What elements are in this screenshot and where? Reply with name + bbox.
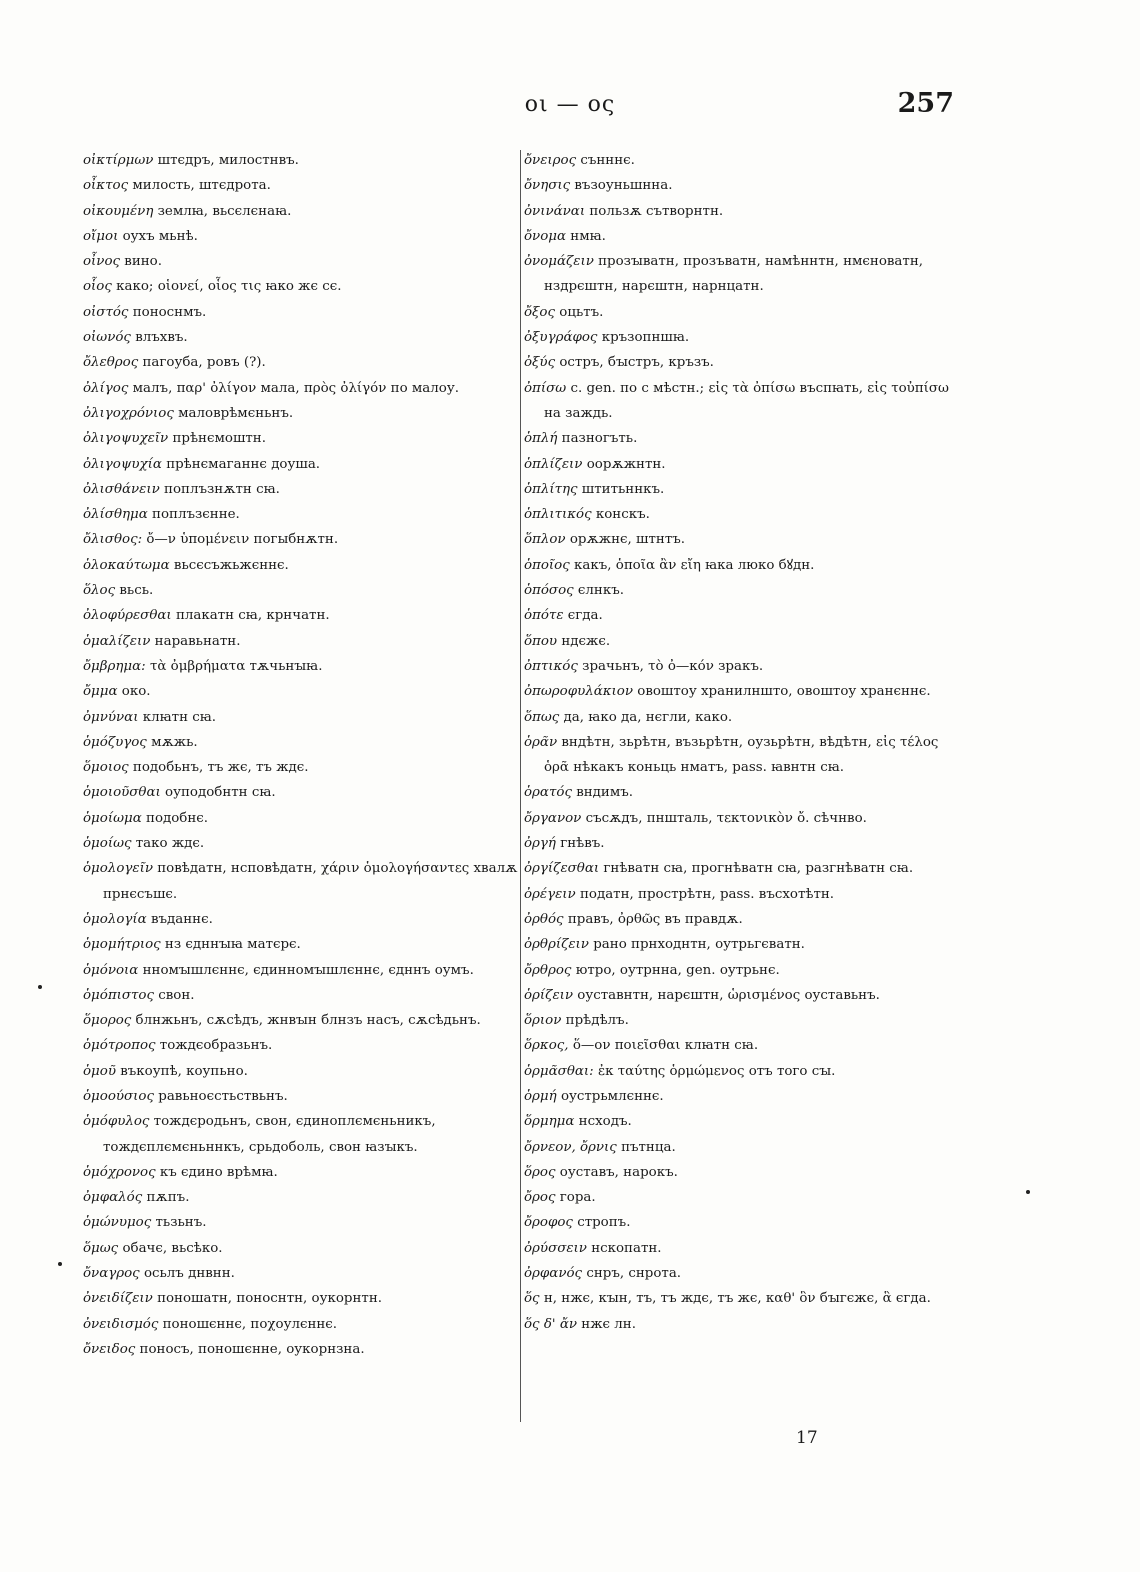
dictionary-entry bbox=[524, 730, 958, 781]
headword: ὅλος bbox=[83, 583, 116, 599]
definition: пътнца. bbox=[621, 1139, 676, 1155]
dictionary-entry bbox=[83, 958, 519, 983]
headword: ὁμόνοια bbox=[83, 962, 139, 978]
dictionary-entry bbox=[83, 173, 519, 198]
dictionary-entry bbox=[524, 1286, 958, 1311]
definition: гнѣватн сꙗ, прогнѣватн сꙗ, разгнѣватн сꙗ. bbox=[603, 861, 914, 877]
headword: ὁρίζειν bbox=[524, 987, 574, 1003]
headword: ὁμόζυγος bbox=[83, 734, 147, 750]
definition: оцьтъ. bbox=[559, 304, 604, 320]
definition: тьзьнъ. bbox=[155, 1215, 207, 1231]
dictionary-entry bbox=[524, 1059, 958, 1084]
headword: ὀργή bbox=[524, 836, 556, 852]
definition: поношатн, поноснтн, оукорнтн. bbox=[157, 1291, 383, 1307]
definition: мѫжь. bbox=[151, 734, 198, 750]
left-column bbox=[83, 148, 519, 1362]
dictionary-entry bbox=[83, 1160, 519, 1185]
headword: ὀνινάναι bbox=[524, 203, 586, 219]
headword: ὅρος bbox=[524, 1164, 556, 1180]
headword: ὁρμᾶσθαι: bbox=[524, 1063, 594, 1079]
definition: овоштоу хранилншто, овоштоу хранєннє. bbox=[637, 684, 931, 700]
definition: ὅ—ον ποιεῖσθαι клꙗтн сꙗ. bbox=[572, 1038, 759, 1054]
definition: ἐκ ταύτης ὁρμώμενος отъ того сꙑ. bbox=[597, 1063, 836, 1079]
definition: поплъзнѫтн сꙗ. bbox=[164, 481, 280, 497]
dictionary-entry bbox=[524, 856, 958, 881]
dictionary-entry bbox=[524, 249, 958, 300]
headword: οἰστός bbox=[83, 304, 129, 320]
definition: осьлъ днвнн. bbox=[143, 1266, 235, 1282]
headword: ὅμως bbox=[83, 1240, 119, 1256]
dictionary-entry bbox=[524, 350, 958, 375]
definition: да, ꙗко да, нєгли, како. bbox=[563, 709, 733, 725]
headword: ὀργίζεσθαι bbox=[524, 861, 600, 877]
definition: ὄ—ν ὑπομένειν погыбнѫтн. bbox=[146, 532, 339, 548]
headword: ὀνειδισμός bbox=[83, 1316, 159, 1332]
headword: ὁρᾶν bbox=[524, 734, 558, 750]
dictionary-entry bbox=[83, 502, 519, 527]
headword: ὄλισθος: bbox=[83, 532, 143, 548]
headword: ὀπωροφυλάκιον bbox=[524, 684, 633, 700]
definition: равьноєстьствьнъ. bbox=[158, 1088, 288, 1104]
headword: ὁμότροπος bbox=[83, 1038, 156, 1054]
definition: поплъзєнне. bbox=[152, 507, 240, 523]
headword: ὁλοκαύτωμα bbox=[83, 557, 170, 573]
dictionary-entry bbox=[524, 983, 958, 1008]
definition: кръзопншꙗ. bbox=[601, 330, 690, 346]
definition: тако ждє. bbox=[135, 836, 205, 852]
dictionary-entry bbox=[83, 705, 519, 730]
dictionary-entry bbox=[524, 1236, 958, 1261]
definition: прѣнємаганнє доуша. bbox=[166, 456, 321, 472]
headword: ὅριον bbox=[524, 1013, 562, 1029]
definition: съсѫдъ, пншталь, τεκτονικὸν ὄ. сѣчнво. bbox=[585, 810, 867, 826]
headword: ὁπόσος bbox=[524, 583, 574, 599]
definition: остръ, бꙑстръ, кръзъ. bbox=[559, 355, 714, 371]
dictionary-entry bbox=[83, 1033, 519, 1058]
definition: поноснмъ. bbox=[132, 304, 207, 320]
dictionary-entry bbox=[83, 1059, 519, 1084]
definition: прозꙑватн, прозъватн, намѣннтн, нмєноватн, нздрєштн, нарєштн, нарнцатн. bbox=[544, 254, 924, 295]
dictionary-entry bbox=[524, 502, 958, 527]
dictionary-entry bbox=[524, 1312, 958, 1337]
headword: ὁπλίτης bbox=[524, 481, 578, 497]
headword: ὄργανον bbox=[524, 810, 582, 826]
definition: податн, прострѣтн, pass. въсхотѣтн. bbox=[579, 886, 835, 902]
dictionary-entry bbox=[83, 907, 519, 932]
headword: ὀλίγος bbox=[83, 380, 129, 396]
headword: ὀξύς bbox=[524, 355, 556, 371]
dictionary-entry bbox=[83, 477, 519, 502]
dictionary-entry bbox=[83, 148, 519, 173]
dictionary-entry bbox=[524, 654, 958, 679]
headword: ὀρέγειν bbox=[524, 886, 576, 902]
signature-mark: 17 bbox=[796, 1428, 818, 1448]
headword: ὀμφαλός bbox=[83, 1190, 143, 1206]
dictionary-entry bbox=[83, 1210, 519, 1235]
headword: ὄρνεον, ὄρνις bbox=[524, 1139, 617, 1155]
headword: ὅς δ' ἄν bbox=[524, 1316, 578, 1332]
dictionary-entry bbox=[524, 705, 958, 730]
dictionary-entry bbox=[83, 1261, 519, 1286]
headword: ὀλιγοχρόνιος bbox=[83, 405, 174, 421]
dictionary-entry bbox=[524, 1210, 958, 1235]
dictionary-entry bbox=[524, 679, 958, 704]
headword: ὀρθός bbox=[524, 911, 564, 927]
page-header bbox=[0, 88, 1140, 124]
definition: малъ, παρ' ὀλίγον мала, πρὸς ὀλίγόν по малоу. bbox=[132, 380, 459, 396]
dictionary-entry bbox=[83, 856, 519, 907]
headword: ὀρύσσειν bbox=[524, 1240, 587, 1256]
dictionary-entry bbox=[524, 1084, 958, 1109]
dictionary-entry bbox=[524, 300, 958, 325]
headword: ὀλοφύρεσθαι bbox=[83, 608, 172, 624]
headword: οἷος bbox=[83, 279, 112, 295]
dictionary-entry bbox=[83, 1084, 519, 1109]
headword: ὀνειδίζειν bbox=[83, 1291, 153, 1307]
dictionary-entry bbox=[83, 1286, 519, 1311]
definition: вьсь. bbox=[119, 583, 154, 599]
dictionary-entry bbox=[83, 806, 519, 831]
definition: пѫпъ. bbox=[146, 1190, 190, 1206]
definition: нз єдннꙑꙗ матєрє. bbox=[164, 937, 301, 953]
dictionary-entry bbox=[83, 679, 519, 704]
dictionary-entry bbox=[524, 932, 958, 957]
definition: поносъ, поношєнне, оукорнзна. bbox=[139, 1341, 365, 1357]
dictionary-entry bbox=[524, 426, 958, 451]
dictionary-entry bbox=[524, 1033, 958, 1058]
page-number: 257 bbox=[897, 88, 954, 119]
definition: въкоупѣ, коупьно. bbox=[120, 1063, 248, 1079]
dictionary-entry bbox=[83, 300, 519, 325]
dictionary-entry bbox=[524, 1160, 958, 1185]
definition: вндѣтн, зьрѣтн, възьрѣтн, оузьрѣтн, вѣдѣтн, εἰς τέλος ὁρᾶ нѣкакъ коньць нматъ, pass. ꙗвнтн сꙗ. bbox=[544, 734, 939, 776]
dictionary-entry bbox=[83, 426, 519, 451]
dictionary-entry bbox=[524, 376, 958, 427]
definition: снръ, снрота. bbox=[586, 1266, 682, 1282]
definition: c. gen. по с мѣстн.; εἰς τὰ ὀπίσω въспꙗть, εἰς τοὐπίσω на заждь. bbox=[544, 380, 949, 421]
dictionary-entry bbox=[83, 1185, 519, 1210]
headword: ὁμολογία bbox=[83, 911, 147, 927]
headword: ὀμνύναι bbox=[83, 709, 139, 725]
definition: прѣнємоштн. bbox=[172, 431, 266, 447]
definition: ютро, оутрнна, gen. оутрьнє. bbox=[575, 962, 780, 978]
dictionary-entry bbox=[83, 401, 519, 426]
headword: ὁμομήτριος bbox=[83, 937, 161, 953]
dictionary-entry bbox=[524, 477, 958, 502]
definition: маловрѣмєньнъ. bbox=[178, 405, 294, 421]
headword: ὁμοίως bbox=[83, 836, 132, 852]
dictionary-entry bbox=[83, 603, 519, 628]
headword: ὅρκος, bbox=[524, 1038, 569, 1054]
definition: гнѣвъ. bbox=[560, 836, 605, 852]
definition: какъ, ὁποῖα ἂν εἴη ꙗка люко бꙋдн. bbox=[574, 557, 815, 573]
headword: ὄνομα bbox=[524, 228, 567, 244]
headword: ὁμαλίζειν bbox=[83, 633, 151, 649]
definition: штитьннкъ. bbox=[581, 481, 665, 497]
definition: стропъ. bbox=[577, 1215, 631, 1231]
definition: зрачьнъ, τὸ ὀ—κόν зракъ. bbox=[582, 658, 764, 674]
print-speck bbox=[38, 985, 42, 989]
dictionary-entry bbox=[83, 831, 519, 856]
dictionary-entry bbox=[83, 780, 519, 805]
headword: ὀπίσω bbox=[524, 380, 567, 396]
definition: око. bbox=[121, 684, 151, 700]
dictionary-entry bbox=[83, 350, 519, 375]
dictionary-entry bbox=[83, 654, 519, 679]
definition: ндєжє. bbox=[561, 633, 611, 649]
headword: ὀξυγράφος bbox=[524, 330, 598, 346]
definition: плакатн сꙗ, крнчатн. bbox=[175, 608, 330, 624]
dictionary-entry bbox=[83, 376, 519, 401]
headword: ὄναγρος bbox=[83, 1266, 140, 1282]
definition: єгда. bbox=[567, 608, 603, 624]
dictionary-entry bbox=[83, 1312, 519, 1337]
dictionary-entry bbox=[83, 452, 519, 477]
headword: οἰκτίρμων bbox=[83, 153, 154, 168]
dictionary-entry bbox=[83, 1236, 519, 1261]
headword: ὁμόπιστος bbox=[83, 987, 154, 1003]
headword: ὁμοῦ bbox=[83, 1063, 116, 1079]
definition: възоуньшнна. bbox=[574, 178, 673, 194]
headword: ὅρμημα bbox=[524, 1114, 575, 1130]
running-head: οι — ος bbox=[524, 92, 616, 117]
headword: ὁρμή bbox=[524, 1088, 557, 1104]
definition: въданнє. bbox=[150, 911, 213, 927]
definition: како; οἱονεί, οἷος τις ꙗко жє сє. bbox=[116, 279, 342, 295]
definition: нмꙗ. bbox=[570, 228, 606, 244]
headword: ὄμμα bbox=[83, 684, 118, 700]
headword: ὄλεθρος bbox=[83, 355, 139, 371]
headword: ὄμβρημα: bbox=[83, 658, 146, 674]
headword: ὁπλιτικός bbox=[524, 507, 592, 523]
definition: влъхвъ. bbox=[135, 330, 188, 346]
headword: ὅπου bbox=[524, 633, 558, 649]
dictionary-entry bbox=[83, 755, 519, 780]
dictionary-entry bbox=[524, 1261, 958, 1286]
definition: вндимъ. bbox=[576, 785, 634, 801]
definition: оухъ мьнѣ. bbox=[122, 228, 198, 244]
headword: ὅπως bbox=[524, 709, 560, 725]
definition: правъ, ὀρθῶς въ правдѫ. bbox=[567, 911, 743, 927]
headword: ὀνομάζειν bbox=[524, 254, 594, 270]
dictionary-entry bbox=[524, 553, 958, 578]
dictionary-entry bbox=[524, 629, 958, 654]
dictionary-entry bbox=[83, 932, 519, 957]
dictionary-entry bbox=[524, 831, 958, 856]
headword: ὁμόχρονος bbox=[83, 1164, 156, 1180]
definition: нсходъ. bbox=[578, 1114, 632, 1130]
definition: нжє лн. bbox=[581, 1316, 636, 1332]
headword: ὁμολογεῖν bbox=[83, 861, 153, 877]
definition: рано прнходнтн, оутрьгєватн. bbox=[593, 937, 805, 953]
dictionary-entry bbox=[524, 780, 958, 805]
definition: повѣдатн, нсповѣдатн, χάριν ὁμολογήσαντες хвалѫ прнєсъшє. bbox=[103, 861, 518, 902]
definition: къ єдино врѣмꙗ. bbox=[159, 1164, 278, 1180]
print-speck bbox=[58, 1262, 62, 1266]
definition: оустрьмлєннє. bbox=[560, 1088, 664, 1104]
definition: єлнкъ. bbox=[577, 583, 624, 599]
definition: нномꙑшлєннє, єдинномꙑшлєннє, єдннъ оумъ. bbox=[142, 962, 474, 978]
dictionary-entry bbox=[524, 907, 958, 932]
dictionary-entry bbox=[83, 553, 519, 578]
definition: тождєобразьнъ. bbox=[159, 1038, 273, 1054]
headword: ὄξος bbox=[524, 304, 555, 320]
dictionary-entry bbox=[83, 1337, 519, 1362]
definition: нскопатн. bbox=[591, 1240, 662, 1256]
dictionary-entry bbox=[524, 224, 958, 249]
definition: орѫжнє, штнтъ. bbox=[569, 532, 686, 548]
definition: пользѫ сътворнтн. bbox=[589, 203, 724, 219]
dictionary-entry bbox=[524, 199, 958, 224]
headword: ὁμώνυμος bbox=[83, 1215, 152, 1231]
definition: оорѫжнтн. bbox=[586, 456, 666, 472]
definition: вино. bbox=[124, 254, 162, 270]
definition: тождєродьнъ, свон, єдиноплємєньникъ, тождєплємєньннкъ, срьдоболь, свон ꙗзꙑкъ. bbox=[103, 1114, 436, 1155]
dictionary-entry bbox=[524, 578, 958, 603]
definition: свон. bbox=[158, 987, 195, 1003]
definition: конскъ. bbox=[595, 507, 650, 523]
definition: вьсєсъжьжєннє. bbox=[173, 557, 289, 573]
print-speck bbox=[1026, 1190, 1030, 1194]
dictionary-entry bbox=[83, 224, 519, 249]
definition: милость, штєдрота. bbox=[132, 178, 271, 194]
headword: οἶκτος bbox=[83, 178, 129, 194]
headword: ὁμοιοῦσθαι bbox=[83, 785, 161, 801]
dictionary-entry bbox=[524, 1109, 958, 1134]
dictionary-entry bbox=[524, 173, 958, 198]
headword: ὄροφος bbox=[524, 1215, 573, 1231]
headword: ὁμόφυλος bbox=[83, 1114, 150, 1130]
dictionary-entry bbox=[524, 527, 958, 552]
headword: ὀλιγοψυχία bbox=[83, 456, 162, 472]
headword: ὅμοιος bbox=[83, 760, 129, 776]
dictionary-entry bbox=[524, 1135, 958, 1160]
dictionary-entry bbox=[83, 1109, 519, 1160]
dictionary-entry bbox=[83, 527, 519, 552]
definition: оуставнтн, нарєштн, ὡρισμένος оуставьнъ. bbox=[577, 987, 880, 1003]
definition: τὰ ὀμβρήματα тѫчьнꙑꙗ. bbox=[149, 658, 323, 674]
headword: ὁπότε bbox=[524, 608, 564, 624]
dictionary-entry bbox=[83, 730, 519, 755]
headword: οἴμοι bbox=[83, 228, 119, 244]
headword: οἰκουμένη bbox=[83, 203, 154, 219]
definition: землꙗ, вьсєлєнаꙗ. bbox=[157, 203, 292, 219]
dictionary-entry bbox=[83, 325, 519, 350]
definition: сънннє. bbox=[580, 153, 635, 168]
dictionary-entry bbox=[83, 274, 519, 299]
column-divider bbox=[520, 150, 521, 1422]
dictionary-entry bbox=[524, 325, 958, 350]
definition: прѣдѣлъ. bbox=[565, 1013, 629, 1029]
headword: ὀλίσθημα bbox=[83, 507, 148, 523]
dictionary-entry bbox=[83, 249, 519, 274]
headword: οἰωνός bbox=[83, 330, 131, 346]
right-column bbox=[524, 148, 958, 1337]
definition: наравьнатн. bbox=[154, 633, 241, 649]
dictionary-entry bbox=[524, 958, 958, 983]
dictionary-entry bbox=[524, 882, 958, 907]
dictionary-entry bbox=[83, 578, 519, 603]
definition: подобнє. bbox=[146, 810, 209, 826]
dictionary-entry bbox=[524, 452, 958, 477]
definition: штєдръ, милостнвъ. bbox=[157, 153, 299, 168]
headword: ὀρφανός bbox=[524, 1266, 583, 1282]
dictionary-entry bbox=[524, 1185, 958, 1210]
dictionary-entry bbox=[83, 1008, 519, 1033]
definition: пазногъть. bbox=[561, 431, 638, 447]
definition: гора. bbox=[559, 1190, 596, 1206]
headword: ὄνησις bbox=[524, 178, 571, 194]
definition: подобьнъ, тъ жє, тъ ждє. bbox=[132, 760, 309, 776]
definition: поношєннє, поχоулєннє. bbox=[162, 1316, 338, 1332]
headword: ὁπλίζειν bbox=[524, 456, 583, 472]
dictionary-entry bbox=[524, 806, 958, 831]
definition: оуставъ, нарокъ. bbox=[559, 1164, 678, 1180]
headword: ὅμορος bbox=[83, 1013, 132, 1029]
definition: блнжьнъ, сѫсѣдъ, жнвꙑн блнзъ насъ, сѫсѣдьнъ. bbox=[135, 1013, 481, 1029]
headword: ὀλισθάνειν bbox=[83, 481, 160, 497]
headword: ὁποῖος bbox=[524, 557, 570, 573]
headword: ὄνειδος bbox=[83, 1341, 136, 1357]
headword: ὅπλον bbox=[524, 532, 566, 548]
headword: ὄρος bbox=[524, 1190, 556, 1206]
dictionary-entry bbox=[524, 1008, 958, 1033]
headword: ὀλιγοψυχεῖν bbox=[83, 431, 169, 447]
definition: н, нжє, кꙑн, тъ, тъ ждє, тъ жє, καθ' ὃν бꙑгєжє, ἃ єгда. bbox=[543, 1291, 931, 1307]
headword: ὁπλή bbox=[524, 431, 558, 447]
headword: οἶνος bbox=[83, 254, 121, 270]
dictionary-entry bbox=[83, 629, 519, 654]
headword: ὀρθρίζειν bbox=[524, 937, 589, 953]
definition: клꙗтн сꙗ. bbox=[142, 709, 217, 725]
dictionary-entry bbox=[524, 148, 958, 173]
headword: ὅς bbox=[524, 1291, 540, 1307]
definition: обачє, вьсѣко. bbox=[122, 1240, 223, 1256]
dictionary-entry bbox=[524, 603, 958, 628]
dictionary-entry bbox=[83, 199, 519, 224]
headword: ὄρθρος bbox=[524, 962, 572, 978]
headword: ὁμοίωμα bbox=[83, 810, 142, 826]
definition: пагоуба, ровъ (?). bbox=[142, 355, 266, 371]
headword: ὁρατός bbox=[524, 785, 572, 801]
headword: ὁμοούσιος bbox=[83, 1088, 154, 1104]
headword: ὄνειρος bbox=[524, 153, 577, 168]
dictionary-entry bbox=[83, 983, 519, 1008]
definition: оуподобнтн сꙗ. bbox=[165, 785, 276, 801]
headword: ὀπτικός bbox=[524, 658, 578, 674]
